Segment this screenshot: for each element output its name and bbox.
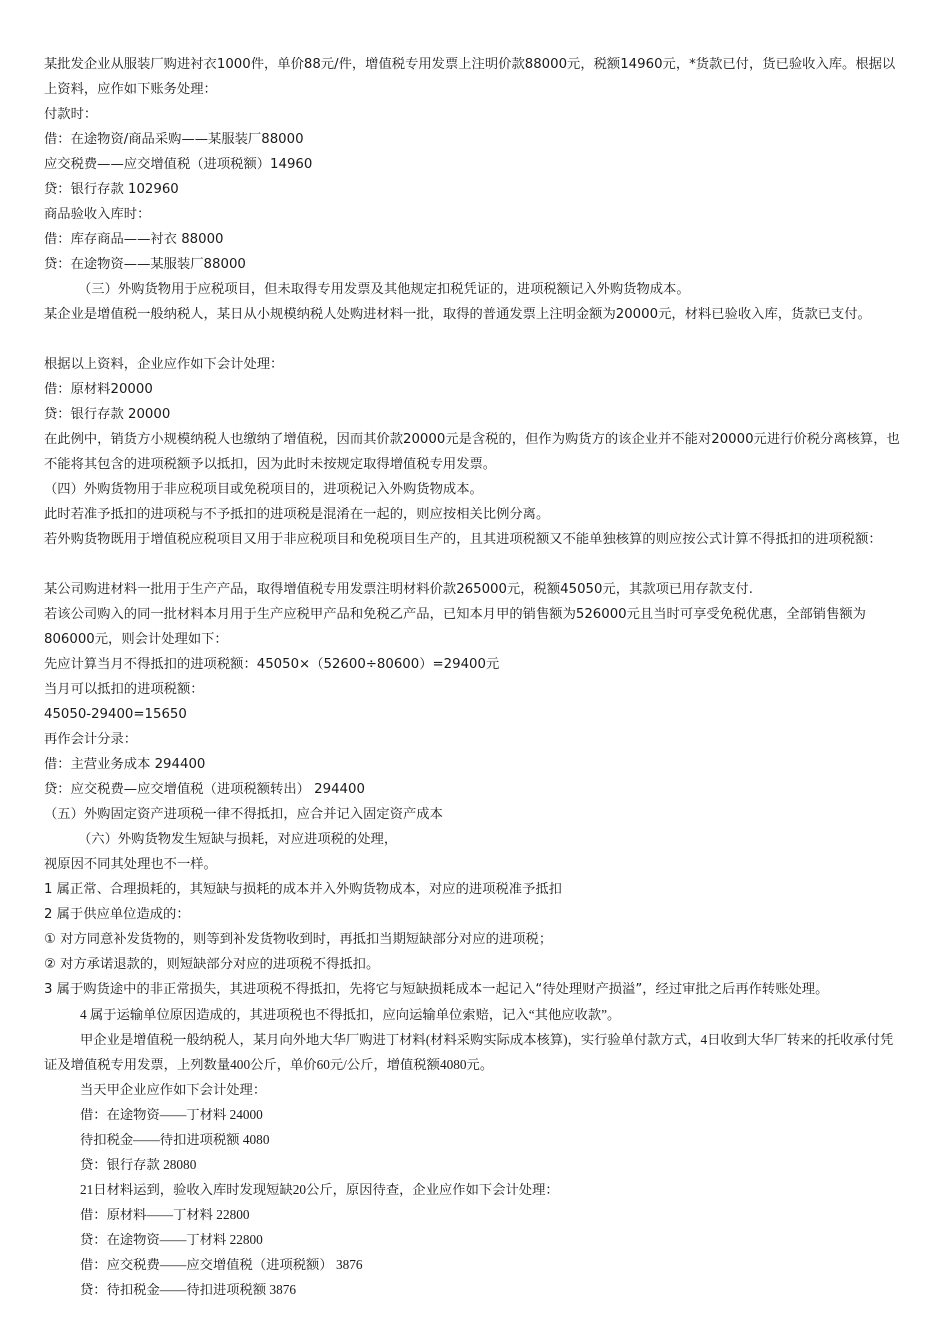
paragraph: 某企业是增值税一般纳税人，某日从小规模纳税人处购进材料一批，取得的普通发票上注明金额为20000元，材料已验收入库，货款已支付。 <box>44 307 871 322</box>
formula-line: 先应计算当月不得抵扣的进项税额：45050×（52600÷80600）=29400元 <box>44 657 500 672</box>
journal-entry-line: 贷：待扣税金——待扣进项税额 3876 <box>80 1282 297 1297</box>
section-heading: （三）外购货物用于应税项目，但未取得专用发票及其他规定扣税凭证的，进项税额记入外购货物成本。 <box>78 282 690 297</box>
text-line: 21日材料运到，验收入库时发现短缺20公斤，原因待查，企业应作如下会计处理： <box>80 1182 559 1197</box>
journal-entry-line: 应交税费——应交增值税（进项税额）14960 <box>44 157 313 172</box>
journal-entry-line: 借：原材料20000 <box>44 382 153 397</box>
list-item: 1 属正常、合理损耗的，其短缺与损耗的成本并入外购货物成本，对应的进项税准予抵扣 <box>44 882 562 897</box>
section-heading: （六）外购货物发生短缺与损耗，对应进项税的处理， <box>78 832 398 847</box>
list-item: 3 属于购货途中的非正常损失，其进项税不得抵扣，先将它与短缺损耗成本一起记入“待处理财产损溢”，经过审批之后再作转账处理。 <box>44 982 829 997</box>
paragraph: 在此例中，销货方小规模纳税人也缴纳了增值税，因而其价款20000元是含税的，但作为购货方的该企业并不能对20000元进行价税分离核算，也不能将其包含的进项税额予以抵扣，因为此时未按规定取得增值税专用发票。 <box>44 432 900 472</box>
paragraph: 甲企业是增值税一般纳税人，某月向外地大华厂购进丁材料(材料采购实际成本核算)，实行验单付款方式，4日收到大华厂转来的托收承付凭证及增值税专用发票，上列数量400公斤，单价60元/公斤，增值税额4080元。 <box>44 1032 894 1072</box>
section-heading: （四）外购货物用于非应税项目或免税项目的，进项税记入外购货物成本。 <box>44 482 483 497</box>
journal-entry-line: 借：主营业务成本 294400 <box>44 757 206 772</box>
journal-entry-line: 待扣税金——待扣进项税额 4080 <box>80 1132 270 1147</box>
text-line: 再作会计分录： <box>44 732 138 747</box>
text-line: 当月可以抵扣的进项税额： <box>44 682 204 697</box>
journal-entry-line: 借：库存商品——衬衣 88000 <box>44 232 224 247</box>
list-item: ② 对方承诺退款的，则短缺部分对应的进项税不得抵扣。 <box>44 957 380 972</box>
section-heading: （五）外购固定资产进项税一律不得抵扣，应合并记入固定资产成本 <box>44 807 443 822</box>
paragraph: 若该公司购入的同一批材料本月用于生产应税甲产品和免税乙产品，已知本月甲的销售额为526000元且当时可享受免税优惠，全部销售额为806000元，则会计处理如下： <box>44 607 866 647</box>
journal-entry-line: 借：在途物资——丁材料 24000 <box>80 1107 263 1122</box>
journal-entry-line: 借：应交税费——应交增值税（进项税额） 3876 <box>80 1257 363 1272</box>
list-item: 2 属于供应单位造成的： <box>44 907 190 922</box>
journal-entry-line: 贷：在途物资——某服装厂88000 <box>44 257 246 272</box>
text-line: 某公司购进材料一批用于生产产品，取得增值税专用发票注明材料价款265000元，税额45050元，其款项已用存款支付. <box>44 582 753 597</box>
list-item: ① 对方同意补发货物的，则等到补发货物收到时，再抵扣当期短缺部分对应的进项税； <box>44 932 553 947</box>
journal-entry-line: 借：原材料——丁材料 22800 <box>80 1207 250 1222</box>
text-line: 当天甲企业应作如下会计处理： <box>80 1082 267 1097</box>
text-line: 付款时： <box>44 107 98 122</box>
journal-entry-line: 贷：银行存款 20000 <box>44 407 171 422</box>
formula-line: 45050-29400=15650 <box>44 707 187 722</box>
text-line: 视原因不同其处理也不一样。 <box>44 857 217 872</box>
text-line: 商品验收入库时： <box>44 207 151 222</box>
journal-entry-line: 贷：应交税费—应交增值税（进项税额转出） 294400 <box>44 782 365 797</box>
journal-entry-line: 贷：银行存款 28080 <box>80 1157 197 1172</box>
paragraph: 若外购货物既用于增值税应税项目又用于非应税项目和免税项目生产的，且其进项税额又不能单独核算的则应按公式计算不得抵扣的进项税额： <box>44 532 882 547</box>
journal-entry-line: 贷：银行存款 102960 <box>44 182 179 197</box>
journal-entry-line: 借：在途物资/商品采购——某服装厂88000 <box>44 132 304 147</box>
text-line: 根据以上资料，企业应作如下会计处理： <box>44 357 284 372</box>
journal-entry-line: 贷：在途物资——丁材料 22800 <box>80 1232 263 1247</box>
list-item: 4 属于运输单位原因造成的，其进项税也不得抵扣，应向运输单位索赔，记入“其他应收款”。 <box>80 1007 621 1022</box>
text-line: 此时若准予抵扣的进项税与不予抵扣的进项税是混淆在一起的，则应按相关比例分离。 <box>44 507 550 522</box>
paragraph-purchase-example: 某批发企业从服装厂购进衬衣1000件，单价88元/件，增值税专用发票上注明价款88000元，税额14960元，*货款已付，货已验收入库。根据以上资料，应作如下账务处理： <box>44 57 896 97</box>
